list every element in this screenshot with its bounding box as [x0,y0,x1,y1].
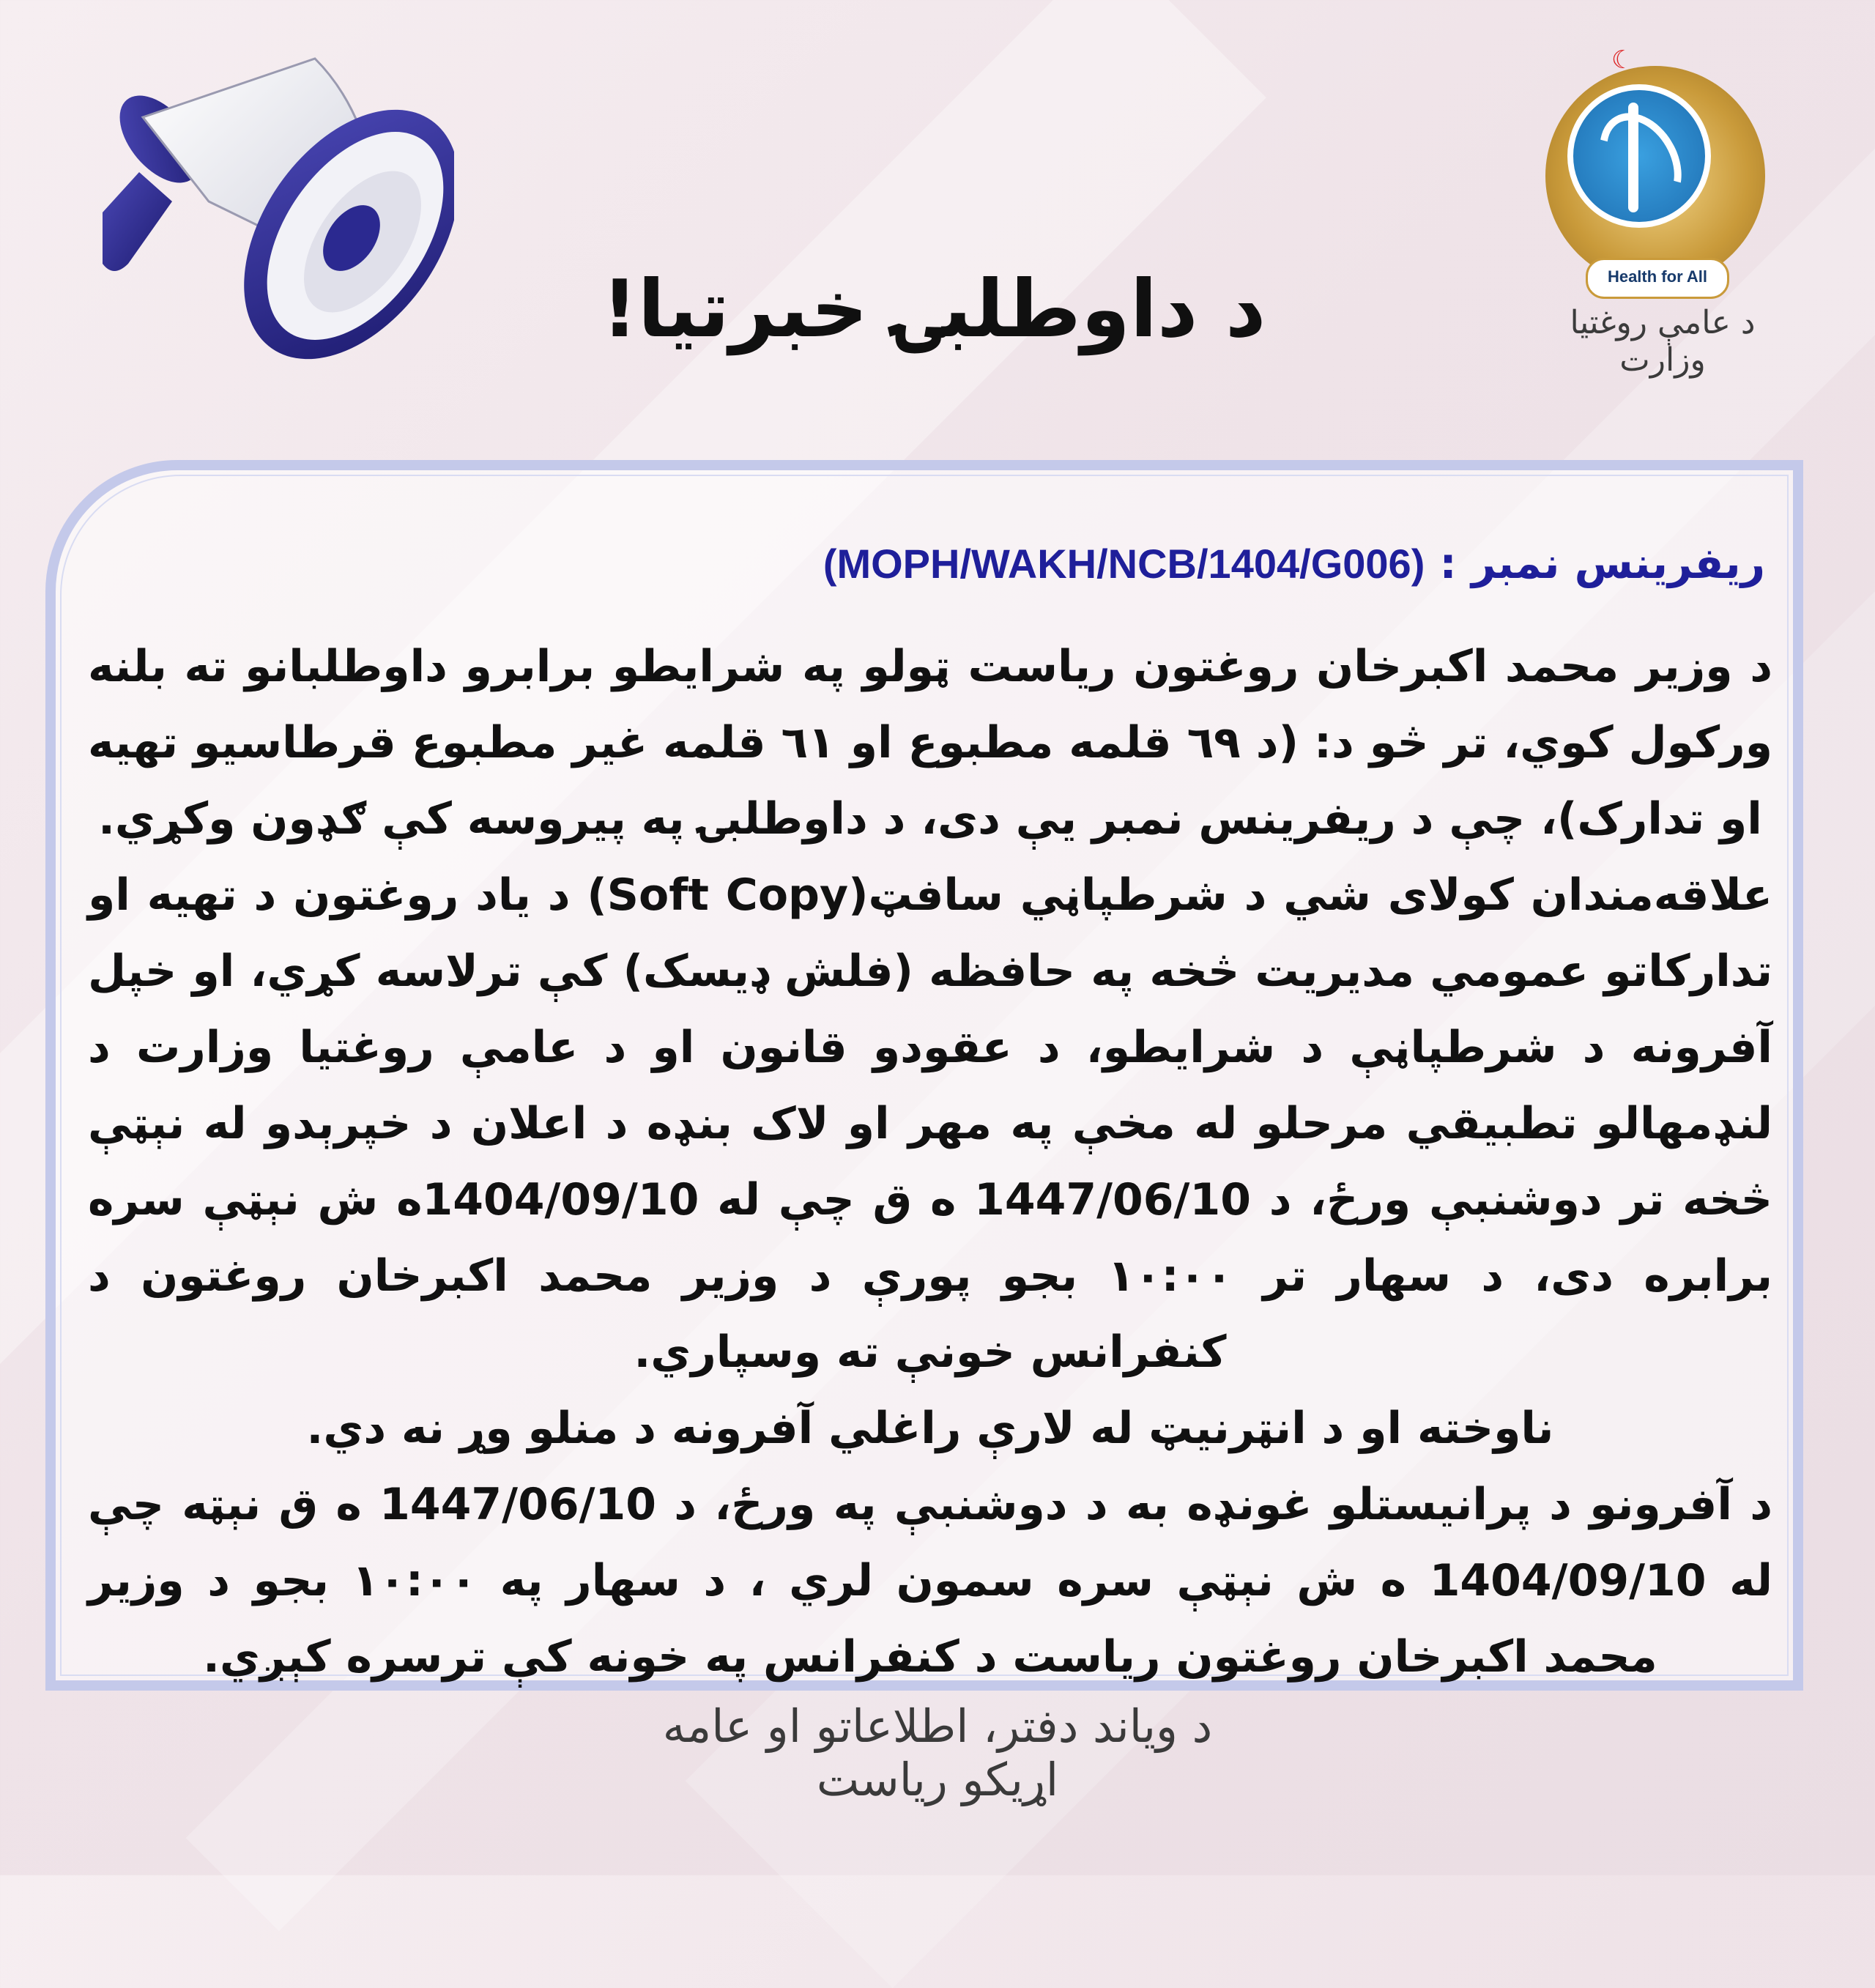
reference-separator: : [1439,538,1457,588]
red-crescent-icon: ☾ [1611,45,1634,75]
reference-label: ریفرینس نمبر [1471,538,1765,588]
ministry-logo-emblem [1516,44,1794,308]
paragraph-opening: د آفرونو د پرانیستلو غونډه به د دوشنبې په ورځ، د 1447/06/10 ه ق نېټه چې له 1404/09/10 ه ش نېټې سره سمون لري ، د سهار په ۱۰:۰۰ بجو د وزیر محمد اکبرخان روغتون ریاست د کنفرانس په خونه کې ترسره کېږي. [88,1479,1772,1683]
paragraph-invitation: د وزیر محمد اکبرخان روغتون ریاست ټولو په شرایطو برابرو داوطلبانو ته بلنه ورکول کوي، تر څو د: (د ٦٩ قلمه مطبوع او ٦١ قلمه غیر مطبوع قرطاسیو تهیه او تدارک)، چې د ریفرینس نمبر یې دی، د داوطلبۍ په پیروسه کې ګډون وکړي. [88,641,1773,845]
page-title: د داوطلبۍ خبرتیا! [601,264,1266,355]
paragraph-submission: علاقه‌مندان کولای شي د شرطپاڼي سافټ(Soft Copy) د یاد روغتون د تهیه او تدارکاتو عمومي مدیریت څخه په حافظه (فلش ډیسک) کې ترلاسه کړي، او خپل آفرونه د شرطپاڼې د شرایطو، د عقودو قانون او د عامې روغتیا وزارت د لنډمهالو تطبیقي مرحلو له مخې په مهر او لاک بنډه د اعلان د خپرېدو له نېټې څخه تر دوشنبې ورځ، د 1447/06/10 ه ق چې له 1404/09/10ه ش نېټې سره برابره دی، د سهار تر ۱۰:۰۰ بجو پورې د وزیر محمد اکبرخان روغتون د کنفرانس خونې ته وسپاري. [88,869,1773,1378]
footer-calligraphy: د ویاند دفتر، اطلاعاتو او عامه اړیکو ریاست [662,1699,1213,1806]
paragraph-late-offers: ناوخته او د انټرنیټ له لارې راغلي آفرونه د منلو وړ نه دي. [306,1403,1554,1454]
ministry-calligraphy: د عامې روغتیا وزارت [1570,304,1756,379]
reference-line [718,538,1765,588]
announcement-body [88,628,1772,1695]
logo-ribbon: Health for All [1586,258,1729,299]
reference-code: (MOPH/WAKH/NCB/1404/G006) [823,541,1425,587]
megaphone-icon [73,44,454,381]
